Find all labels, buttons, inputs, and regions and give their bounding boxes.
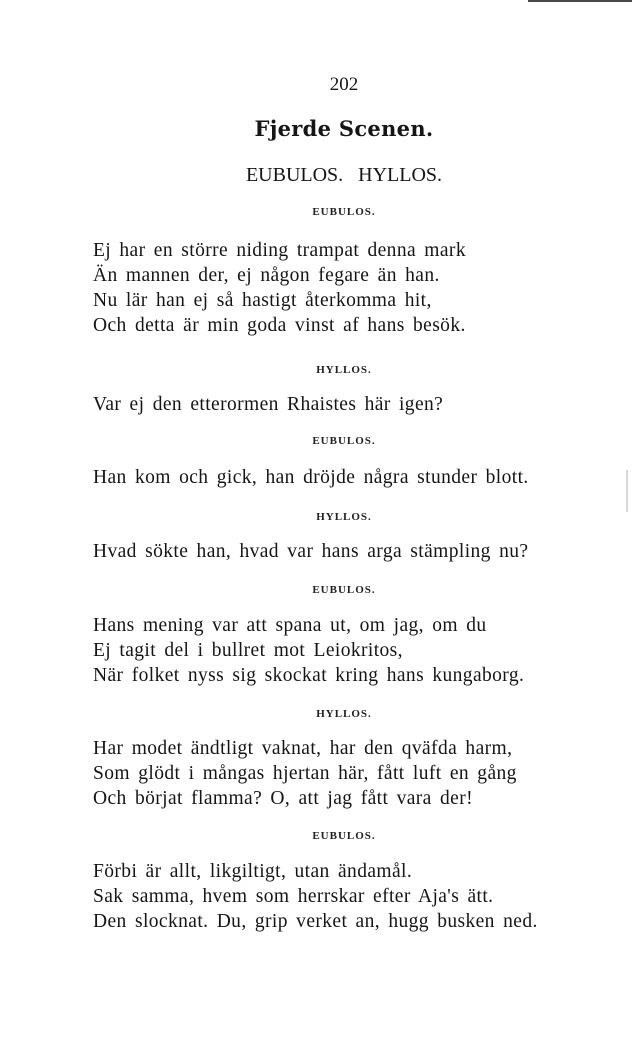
speaker-label: EUBULOS. (312, 584, 376, 596)
speech-block (93, 613, 613, 688)
speech-block (93, 859, 613, 934)
speech-block (93, 465, 613, 490)
speaker-label: EUBULOS. (312, 435, 376, 447)
scan-edge-rule (528, 0, 632, 2)
speech-block (93, 238, 613, 338)
verse-line: Som glödt i mångas hjertan här, fått luft en gång (93, 763, 517, 784)
verse-line: Och börjat flamma? O, att jag fått vara der! (93, 788, 473, 809)
verse-line: Hvad sökte han, hvad var hans arga stämpling nu? (93, 541, 529, 562)
speaker-label: EUBULOS. (312, 206, 376, 218)
speech-block (93, 392, 613, 417)
scene-title: Fjerde Scenen. (254, 116, 434, 141)
speech-block (93, 736, 613, 811)
verse-line: När folket nyss sig skockat kring hans kungaborg. (93, 665, 525, 686)
page-number: 202 (329, 74, 359, 95)
verse-line: Han kom och gick, han dröjde några stunder blott. (93, 467, 529, 488)
verse-line: Sak samma, hvem som herrskar efter Aja's ätt. (93, 886, 494, 907)
verse-line: Ej har en större niding trampat denna mark (93, 240, 466, 261)
verse-line: Än mannen der, ej någon fegare än han. (93, 265, 440, 286)
cast-list: EUBULOS. HYLLOS. (245, 164, 443, 186)
speaker-label: EUBULOS. (312, 830, 376, 842)
speaker-label: HYLLOS. (316, 511, 372, 523)
verse-line: Hans mening var att spana ut, om jag, om du (93, 615, 487, 636)
verse-line: Och detta är min goda vinst af hans besök. (93, 315, 466, 336)
verse-line: Den slocknat. Du, grip verket an, hugg busken ned. (93, 911, 538, 932)
speaker-label: HYLLOS. (316, 364, 372, 376)
speaker-label: HYLLOS. (316, 708, 372, 720)
scan-edge-mark (626, 470, 628, 512)
verse-line: Var ej den etterormen Rhaistes här igen? (93, 394, 444, 415)
verse-line: Nu lär han ej så hastigt återkomma hit, (93, 290, 432, 311)
verse-line: Förbi är allt, likgiltigt, utan ändamål. (93, 861, 413, 882)
verse-line: Har modet ändtligt vaknat, har den qväfda harm, (93, 738, 513, 759)
verse-line: Ej tagit del i bullret mot Leiokritos, (93, 640, 403, 661)
speech-block (93, 539, 613, 564)
